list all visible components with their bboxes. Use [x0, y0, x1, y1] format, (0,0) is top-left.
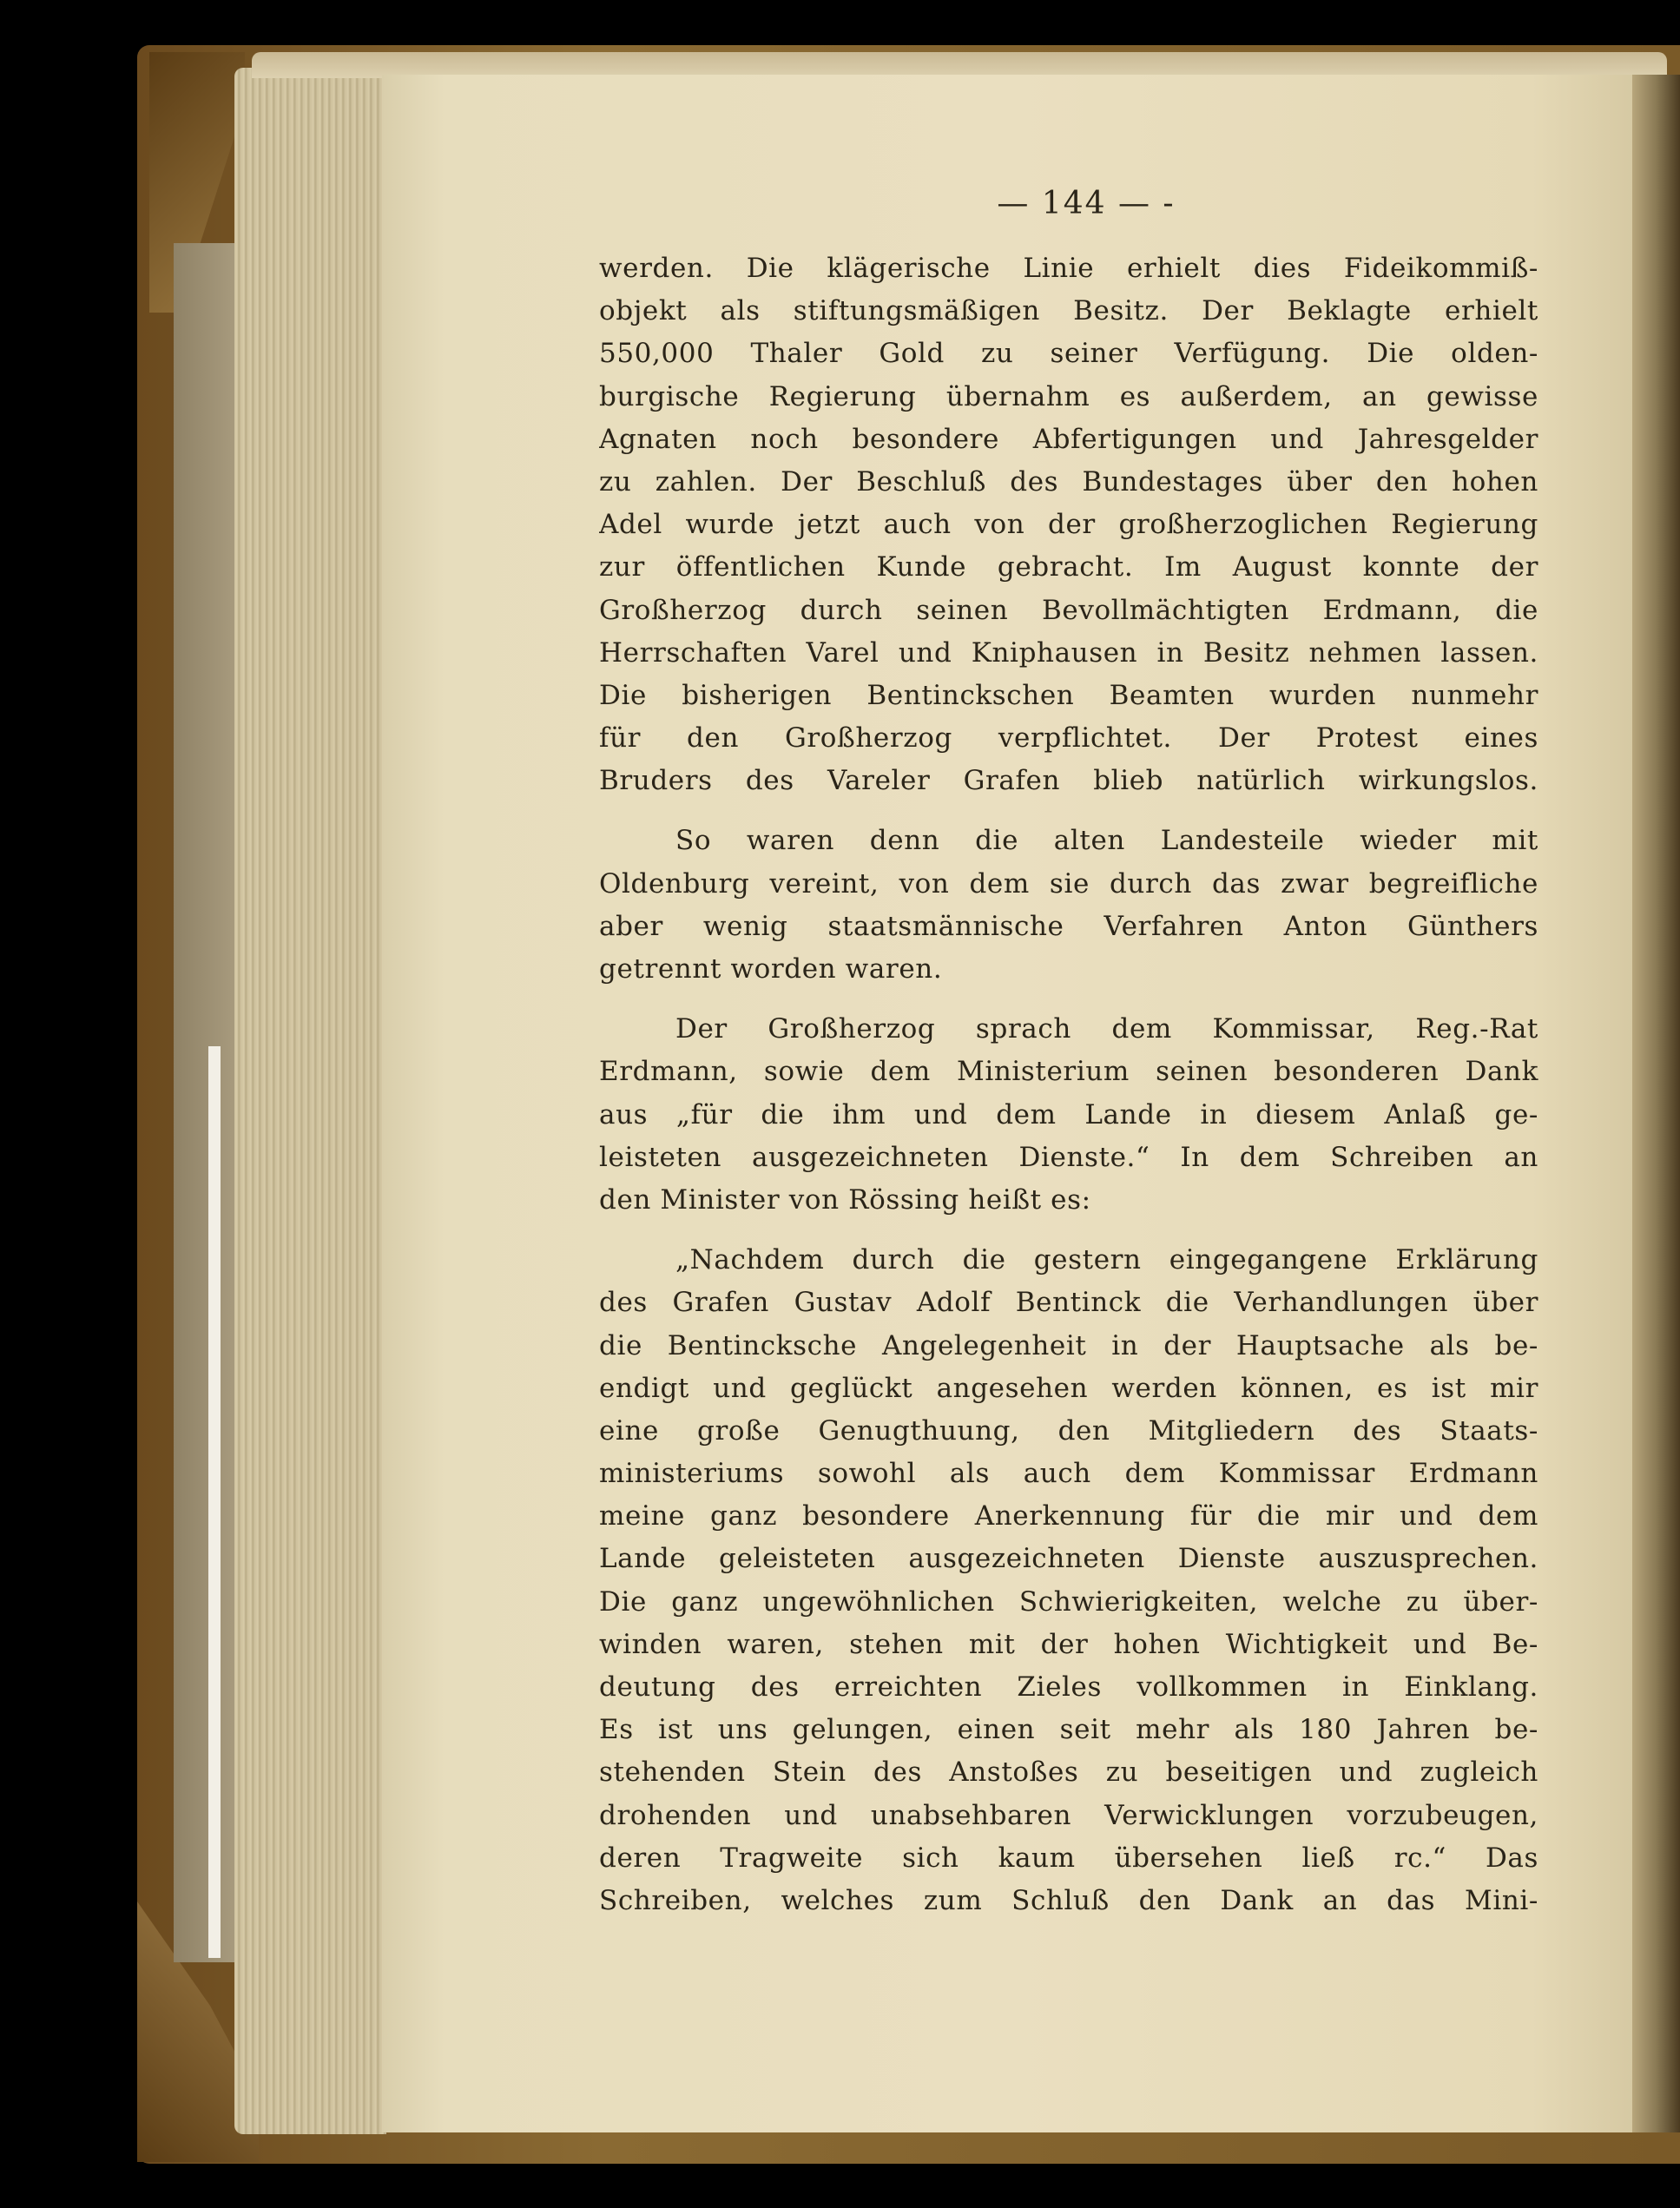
text-line: eine große Genugthuung, den Mitgliedern des Staats-: [599, 1414, 1538, 1447]
text-line: Großherzog durch seinen Bevollmächtigten Erdmann, die: [599, 594, 1538, 626]
text-line: Herrschaften Varel und Kniphausen in Besitz nehmen lassen.: [599, 636, 1538, 669]
text-line: leisteten ausgezeichneten Dienste.“ In dem Schreiben an: [599, 1141, 1538, 1173]
text-line: drohenden und unabsehbaren Verwicklungen vorzubeugen,: [599, 1799, 1538, 1831]
paragraph: [599, 247, 1538, 802]
text-line: den Minister von Rössing heißt es:: [599, 1183, 1091, 1216]
text-line: Erdmann, sowie dem Ministerium seinen besonderen Dank: [599, 1056, 1538, 1088]
cover-board: [174, 243, 234, 1962]
text-line: aber wenig staatsmännische Verfahren Anton Günthers: [599, 910, 1538, 942]
text-line: Es ist uns gelungen, einen seit mehr als 180 Jahren be-: [599, 1714, 1538, 1746]
page-number: — 144 — -: [997, 186, 1176, 221]
text-line: deren Tragweite sich kaum übersehen ließ rc.“ Das: [599, 1842, 1538, 1874]
text-line: 550,000 Thaler Gold zu seiner Verfügung. Die olden-: [599, 338, 1538, 370]
text-line: Die ganz ungewöhnlichen Schwierigkeiten, welche zu über-: [599, 1585, 1538, 1618]
text-line: Agnaten noch besondere Abfertigungen und Jahresgelder: [599, 423, 1538, 455]
text-line: Bruders des Vareler Grafen blieb natürlich wirkungslos.: [599, 765, 1538, 797]
paragraph: [599, 1008, 1538, 1222]
text-line: Schreiben, welches zum Schluß den Dank an das Mini-: [599, 1884, 1538, 1916]
text-line: ministeriums sowohl als auch dem Kommissar Erdmann: [599, 1458, 1538, 1490]
paragraph: [599, 820, 1538, 991]
text-line: deutung des erreichten Zieles vollkommen in Einklang.: [599, 1671, 1538, 1703]
text-line: „Nachdem durch die gestern eingegangene Erklärung: [675, 1244, 1538, 1276]
text-line: Die bisherigen Bentinckschen Beamten wurden nunmehr: [599, 679, 1538, 711]
text-line: winden waren, stehen mit der hohen Wichtigkeit und Be-: [599, 1628, 1538, 1660]
text-line: objekt als stiftungsmäßigen Besitz. Der Beklagte erhielt: [599, 295, 1538, 327]
cover-label-strip: [208, 1046, 221, 1958]
page-edges: [234, 68, 386, 2134]
page-text: [599, 169, 1538, 1922]
text-line: Lande geleisteten ausgezeichneten Dienste auszusprechen.: [599, 1543, 1538, 1575]
text-line: burgische Regierung übernahm es außerdem, an gewisse: [599, 380, 1538, 412]
text-line: die Bentincksche Angelegenheit in der Hauptsache als be-: [599, 1329, 1538, 1361]
text-line: Adel wurde jetzt auch von der großherzoglichen Regierung: [599, 509, 1538, 541]
text-line: zur öffentlichen Kunde gebracht. Im August konnte der: [599, 551, 1538, 583]
text-line: meine ganz besondere Anerkennung für die mir und dem: [599, 1500, 1538, 1532]
text-line: So waren denn die alten Landesteile wieder mit: [675, 825, 1538, 857]
text-line: Der Großherzog sprach dem Kommissar, Reg.-Rat: [675, 1013, 1538, 1045]
text-line: endigt und geglückt angesehen werden können, es ist mir: [599, 1372, 1538, 1404]
text-line: zu zahlen. Der Beschluß des Bundestages über den hohen: [599, 465, 1538, 498]
text-line: stehenden Stein des Anstoßes zu beseitigen und zugleich: [599, 1757, 1538, 1789]
text-line: werden. Die klägerische Linie erhielt dies Fideikommiß-: [599, 253, 1538, 284]
text-line: des Grafen Gustav Adolf Bentinck die Verhandlungen über: [599, 1287, 1538, 1319]
text-line: getrennt worden waren.: [599, 953, 943, 985]
text-line: Oldenburg vereint, von dem sie durch das zwar begreifliche: [599, 867, 1538, 900]
book-gutter: [1632, 75, 1680, 2132]
text-line: aus „für die ihm und dem Lande in diesem Anlaß ge-: [599, 1098, 1538, 1130]
quotation-paragraph: [599, 1239, 1538, 1922]
text-line: für den Großherzog verpflichtet. Der Protest eines: [599, 722, 1538, 755]
